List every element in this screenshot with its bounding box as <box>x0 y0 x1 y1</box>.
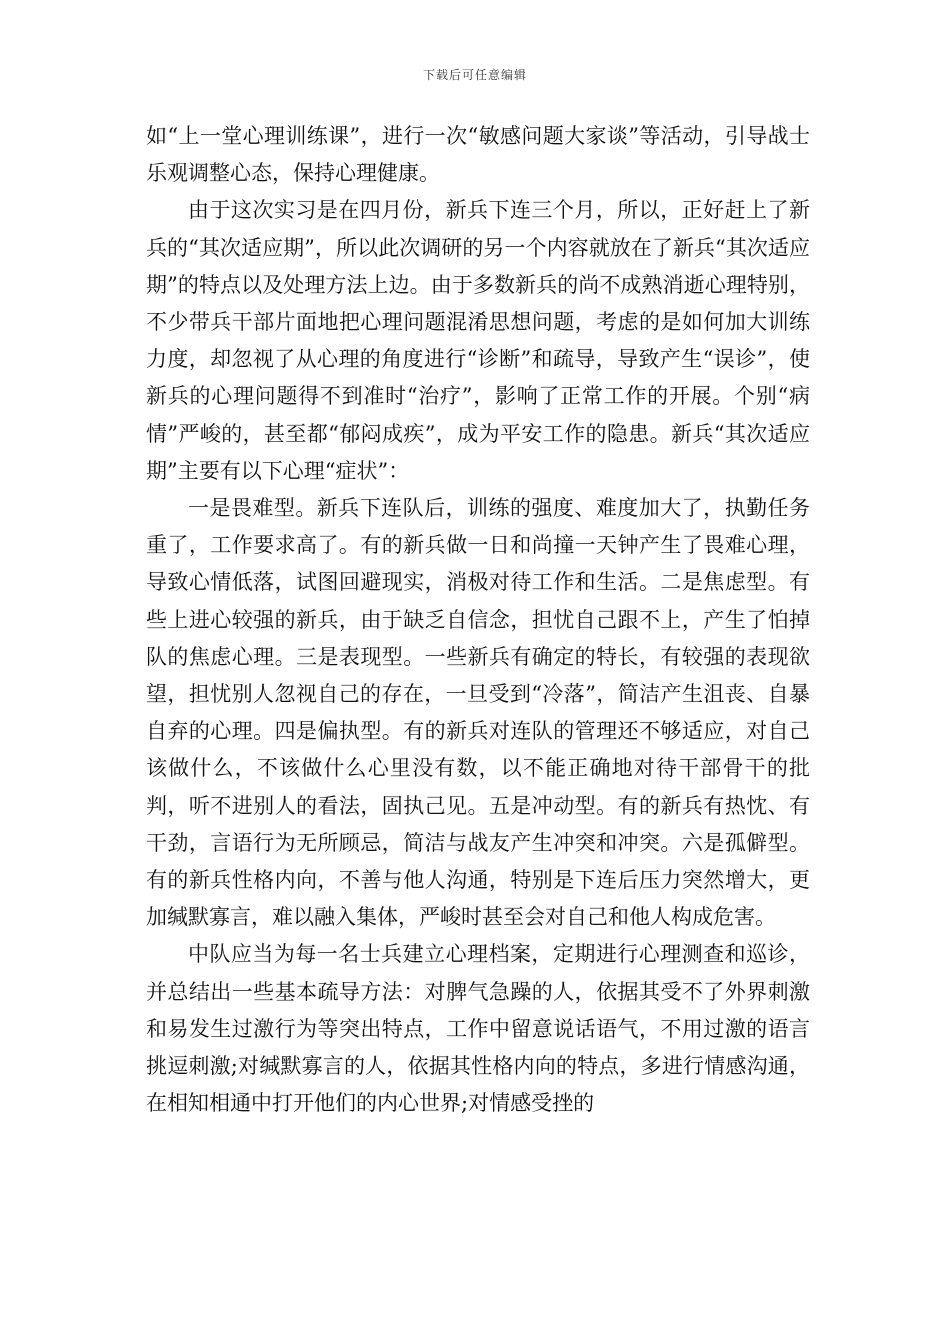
page-header-note: 下载后可任意编辑 <box>422 68 527 82</box>
document-body <box>146 118 810 1122</box>
paragraph-second-adaptation-period: 由于这次实习是在四月份，新兵下连三个月，所以，正好赶上了新兵的“其次适应期”，所以此次调研的另一个内容就放在了新兵“其次适应期”的特点以及处理方法上边。由于多数新兵的尚不成熟消逝心理特别，不少带兵干部片面地把心理问题混淆思想问题，考虑的是如何加大训练力度，却忽视了从心理的角度进行“诊断”和疏导，导致产生“误诊”，使新兵的心理问题得不到准时“治疗”，影响了正常工作的开展。个别“病情”严峻的，甚至都“郁闷成疾”，成为平安工作的隐患。新兵“其次适应期”主要有以下心理“症状”： <box>146 198 810 483</box>
paragraph-continuation: 如“上一堂心理训练课”，进行一次“敏感问题大家谈”等活动，引导战士乐观调整心态，保持心理健康。 <box>146 124 810 186</box>
paragraph-counseling-methods: 中队应当为每一名士兵建立心理档案，定期进行心理测查和巡诊，并总结出一些基本疏导方法：对脾气急躁的人，依据其受不了外界刺激和易发生过激行为等突出特点，工作中留意说话语气，不用过激的语言挑逗刺激;对缄默寡言的人，依据其性格内向的特点，多进行情感沟通，在相知相通中打开他们的内心世界;对情感受挫的 <box>146 942 810 1116</box>
paragraph-psychological-types: 一是畏难型。新兵下连队后，训练的强度、难度加大了，执勤任务重了，工作要求高了。有的新兵做一日和尚撞一天钟产生了畏难心理，导致心情低落，试图回避现实，消极对待工作和生活。二是焦虑型。有些上进心较强的新兵，由于缺乏自信念，担忧自己跟不上，产生了怕掉队的焦虑心理。三是表现型。一些新兵有确定的特长，有较强的表现欲望，担忧别人忽视自己的存在，一旦受到“冷落”，简洁产生沮丧、自暴自弃的心理。四是偏执型。有的新兵对连队的管理还不够适应，对自己该做什么，不该做什么心里没有数，以不能正确地对待干部骨干的批判，听不进别人的看法，固执己见。五是冲动型。有的新兵有热忱、有干劲，言语行为无所顾忌，简洁与战友产生冲突和冲突。六是孤僻型。有的新兵性格内向，不善与他人沟通，特别是下连后压力突然增大，更加缄默寡言，难以融入集体，严峻时甚至会对自己和他人构成危害。 <box>146 496 810 930</box>
